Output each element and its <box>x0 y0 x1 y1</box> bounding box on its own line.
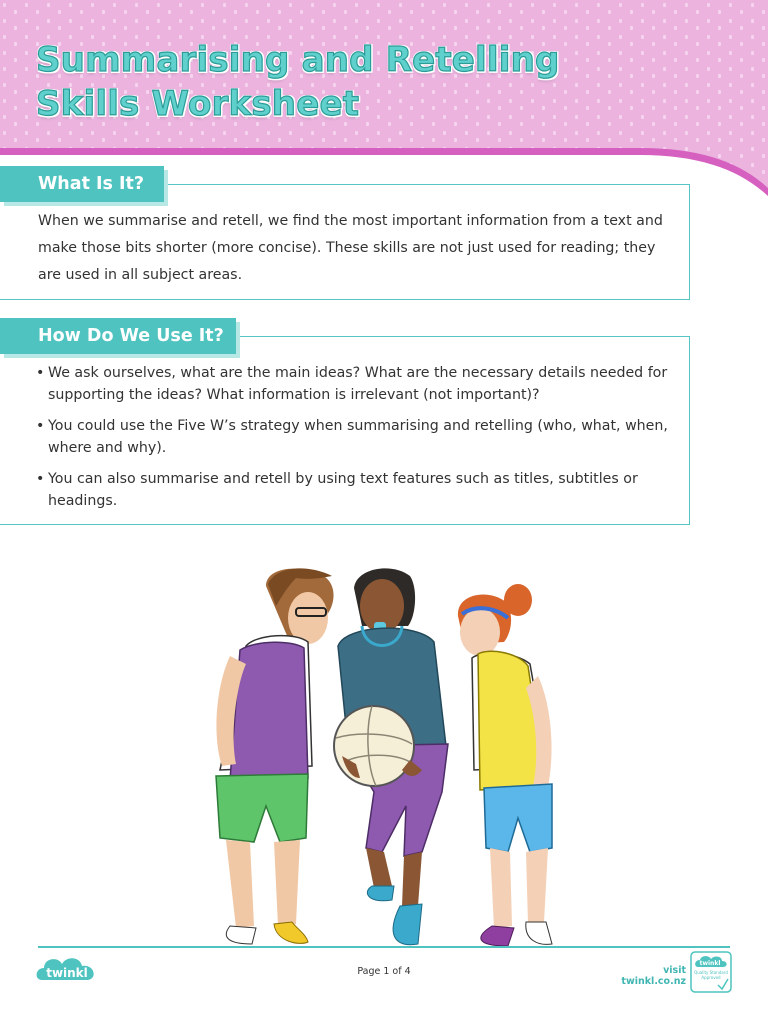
bullet-icon: • <box>36 418 45 434</box>
bullet-icon: • <box>36 471 45 487</box>
list-item <box>36 362 681 406</box>
bullet-text: We ask ourselves, what are the main ideas? What are the necessary details needed for supporting the ideas? What information is irrelevant (not important)? <box>48 365 668 403</box>
girl-player <box>458 584 552 946</box>
logo-text: twinkl <box>46 966 88 980</box>
netball-players-illustration <box>196 556 576 948</box>
what-is-it-text: When we summarise and retell, we find the most important information from a text and make those bits shorter (more concise). These skills are not just used for reading; they are used in all subject areas. <box>38 213 663 283</box>
list-item <box>36 415 681 459</box>
bullet-text: You can also summarise and retell by using text features such as titles, subtitles or headings. <box>48 471 638 509</box>
page-title <box>36 38 656 126</box>
badge-brand: twinkl <box>699 960 721 967</box>
bullet-icon: • <box>36 365 45 381</box>
title-line-1: Summarising and Retelling <box>36 40 560 80</box>
bullet-text: You could use the Five W’s strategy when summarising and retelling (who, what, when, where and why). <box>48 418 668 456</box>
footer-divider <box>38 946 730 948</box>
list-item <box>36 468 681 512</box>
boy-player <box>216 568 334 944</box>
visit-link[interactable]: visit twinkl.co.nz <box>621 965 686 987</box>
title-line-2: Skills Worksheet <box>36 84 360 124</box>
quality-badge-icon <box>690 951 732 993</box>
badge-text: Quality Standard Approved <box>694 970 728 980</box>
woman-coach <box>334 568 448 944</box>
how-do-we-use-it-heading: How Do We Use It? <box>0 318 236 354</box>
usage-bullet-list <box>36 362 681 521</box>
page-number: Page 1 of 4 <box>357 966 411 977</box>
what-is-it-heading: What Is It? <box>0 166 164 202</box>
